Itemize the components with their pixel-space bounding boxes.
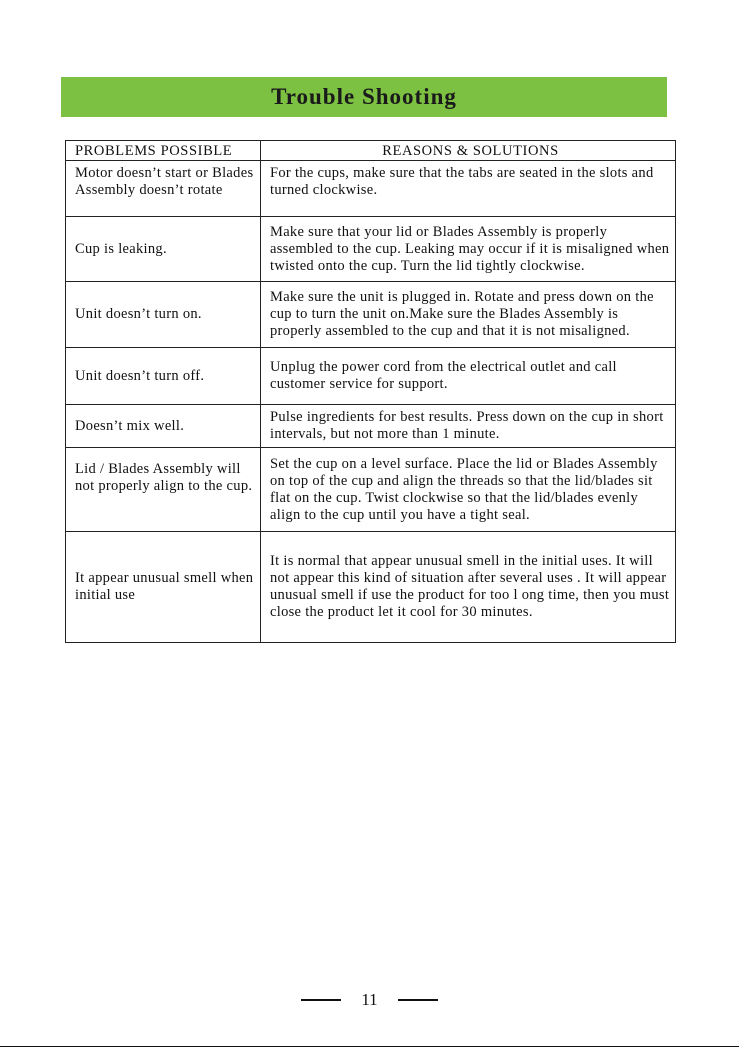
table-row <box>66 282 676 348</box>
table-row <box>66 348 676 405</box>
problem-cell: It appear unusual smell when initial use <box>66 532 261 643</box>
problem-cell: Doesn’t mix well. <box>66 405 261 448</box>
problem-cell: Lid / Blades Assembly will not properly align to the cup. <box>66 448 261 532</box>
solution-cell: Unplug the power cord from the electrical outlet and call customer service for support. <box>261 348 676 405</box>
problem-cell: Cup is leaking. <box>66 217 261 282</box>
table-row <box>66 405 676 448</box>
problem-cell: Unit doesn’t turn off. <box>66 348 261 405</box>
title-banner <box>61 77 667 117</box>
table-row <box>66 161 676 217</box>
solution-cell: Set the cup on a level surface. Place the lid or Blades Assembly on top of the cup and align the threads so that the lid/blades sit flat on the cup. Twist clockwise so that the lid/blades evenly align to the cup until you have a tight seal. <box>261 448 676 532</box>
solution-cell: It is normal that appear unusual smell in the initial uses. It will not appear this kind of situation after several uses . It will appear unusual smell if use the product for too l ong time, then you must close the product let it cool for 30 minutes. <box>261 532 676 643</box>
problem-cell: Unit doesn’t turn on. <box>66 282 261 348</box>
problem-cell: Motor doesn’t start or Blades Assembly doesn’t rotate <box>66 161 261 217</box>
table-row <box>66 448 676 532</box>
bottom-divider <box>0 1046 739 1047</box>
page-number: 11 <box>361 990 378 1009</box>
page-title: Trouble Shooting <box>271 84 457 109</box>
footer-rule-right <box>398 999 438 1001</box>
column-header-problems: PROBLEMS POSSIBLE <box>66 141 261 161</box>
solution-cell: Pulse ingredients for best results. Press down on the cup in short intervals, but not more than 1 minute. <box>261 405 676 448</box>
solution-cell: Make sure the unit is plugged in. Rotate and press down on the cup to turn the unit on.Make sure the Blades Assembly is properly assembled to the cup and that it is not misaligned. <box>261 282 676 348</box>
solution-cell: Make sure that your lid or Blades Assembly is properly assembled to the cup. Leaking may occur if it is misaligned when twisted onto the cup. Turn the lid tightly clockwise. <box>261 217 676 282</box>
column-header-solutions: REASONS & SOLUTIONS <box>261 141 676 161</box>
solution-cell: For the cups, make sure that the tabs are seated in the slots and turned clockwise. <box>261 161 676 217</box>
page-footer <box>0 988 739 1012</box>
table-row <box>66 217 676 282</box>
table-row <box>66 532 676 643</box>
table-header-row <box>66 141 676 161</box>
footer-rule-left <box>301 999 341 1001</box>
troubleshooting-table <box>65 140 676 643</box>
